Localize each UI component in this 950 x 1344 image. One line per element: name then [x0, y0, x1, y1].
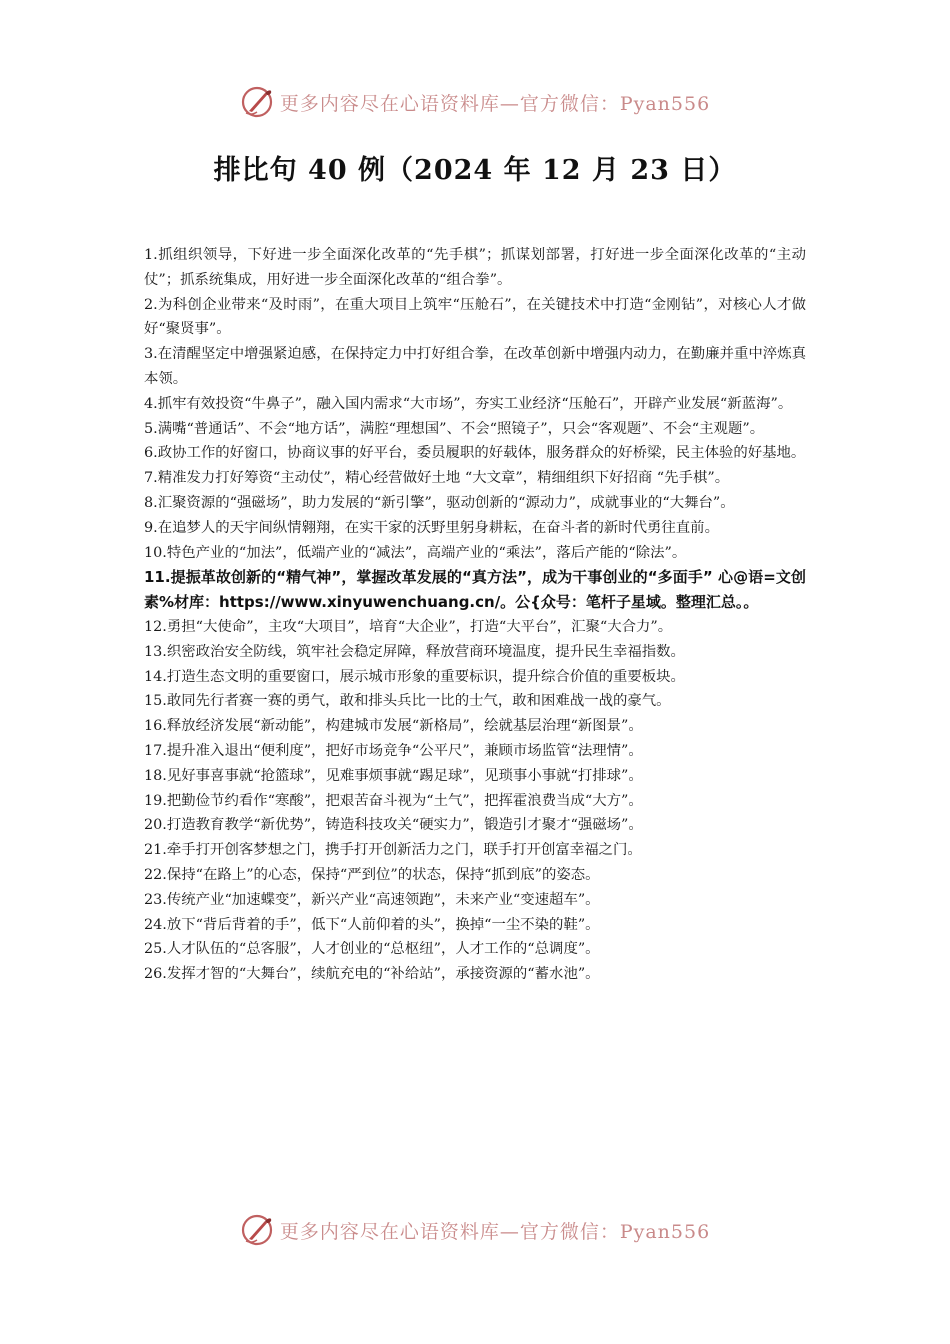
list-item: 17.提升准入退出“便利度”，把好市场竞争“公平尺”，兼顾市场监管“法理情”。	[144, 742, 643, 759]
list-item: 13.织密政治安全防线，筑牢社会稳定屏障，释放营商环境温度，提升民生幸福指数。	[144, 643, 685, 660]
document-title: 排比句 40 例（2024 年 12 月 23 日）	[213, 155, 737, 186]
list-item: 6.政协工作的好窗口，协商议事的好平台，委员履职的好载体，服务群众的好桥梁，民主体验的好基地。	[144, 445, 806, 462]
list-item: 12.勇担“大使命”，主攻“大项目”，培育“大企业”，打造“大平台”，汇聚“大合力”。	[144, 618, 673, 635]
list-item: 23.传统产业“加速蝶变”，新兴产业“高速领跑”，未来产业“变速超车”。	[144, 891, 600, 908]
list-item: 25.人才队伍的“总客服”，人才创业的“总枢纽”，人才工作的“总调度”。	[144, 941, 600, 958]
list-item: 21.牵手打开创客梦想之门，携手打开创新活力之门，联手打开创富幸福之门。	[144, 842, 642, 859]
list-item: 18.见好事喜事就“抢篮球”，见难事烦事就“踢足球”，见琐事小事就“打排球”。	[144, 767, 643, 784]
list-item: 10.特色产业的“加法”，低端产业的“减法”，高端产业的“乘法”，落后产能的“除法”。	[144, 544, 687, 561]
list-item: 9.在追梦人的天宇间纵情翱翔，在实干家的沃野里躬身耕耘，在奋斗者的新时代勇往直前。	[144, 519, 719, 536]
document-body	[144, 243, 806, 987]
list-item: 4.抓牢有效投资“牛鼻子”，融入国内需求“大市场”，夯实工业经济“压舱石”，开辟产业发展“新蓝海”。	[144, 395, 793, 412]
quill-pen-logo-icon	[240, 1213, 274, 1247]
list-item: 26.发挥才智的“大舞台”，续航充电的“补给站”，承接资源的“蓄水池”。	[144, 966, 600, 983]
list-item: 8.汇聚资源的“强磁场”，助力发展的“新引擎”，驱动创新的“源动力”，成就事业的“大舞台”。	[144, 494, 735, 511]
footer-banner	[0, 1208, 950, 1252]
list-item: 22.保持“在路上”的心态，保持“严到位”的状态，保持“抓到底”的姿态。	[144, 866, 600, 883]
banner-text: 更多内容尽在心语资料库—官方微信：Pyan556	[279, 1220, 711, 1243]
list-item: 7.精准发力打好筹资“主动仗”，精心经营做好土地 “大文章”，精细组织下好招商 “先手棋”。	[144, 470, 730, 487]
list-item: 14.打造生态文明的重要窗口，展示城市形象的重要标识，提升综合价值的重要板块。	[144, 668, 685, 685]
list-item: 20.打造教育教学“新优势”，铸造科技攻关“硬实力”，锻造引才聚才“强磁场”。	[144, 817, 643, 834]
list-item: 16.释放经济发展“新动能”，构建城市发展“新格局”，绘就基层治理“新图景”。	[144, 718, 643, 735]
header-banner	[0, 80, 950, 124]
banner-text: 更多内容尽在心语资料库—官方微信：Pyan556	[279, 92, 711, 115]
list-item: 24.放下“背后背着的手”，低下“人前仰着的头”，换掉“一尘不染的鞋”。	[144, 916, 600, 933]
list-item-highlighted: 11.提振革故创新的“精气神”，掌握改革发展的“真方法”，成为干事创业的“多面手” 心@语=文创素%材库：https://www.xinyuwenchuang.cn/。公{众号：笔杆子星域。整理汇总。。	[144, 568, 806, 612]
list-item: 5.满嘴“普通话”、不会“地方话”，满腔“理想国”、不会“照镜子”，只会“客观题”、不会“主观题”。	[144, 420, 765, 437]
list-item: 2.为科创企业带来“及时雨”，在重大项目上筑牢“压舱石”，在关键技术中打造“金刚钻”，对核心人才做好“聚贤事”。	[144, 296, 806, 338]
list-item: 1.抓组织领导，下好进一步全面深化改革的“先手棋”；抓谋划部署，打好进一步全面深化改革的“主动仗”；抓系统集成，用好进一步全面深化改革的“组合拳”。	[144, 247, 806, 288]
quill-pen-logo-icon	[240, 85, 274, 119]
list-item: 3.在清醒坚定中增强紧迫感，在保持定力中打好组合拳，在改革创新中增强内动力，在勤廉并重中淬炼真本领。	[144, 346, 806, 387]
list-item: 15.敢同先行者赛一赛的勇气，敢和排头兵比一比的士气，敢和困难战一战的豪气。	[144, 693, 671, 710]
list-item: 19.把勤俭节约看作“寒酸”，把艰苦奋斗视为“土气”，把挥霍浪费当成“大方”。	[144, 792, 643, 809]
